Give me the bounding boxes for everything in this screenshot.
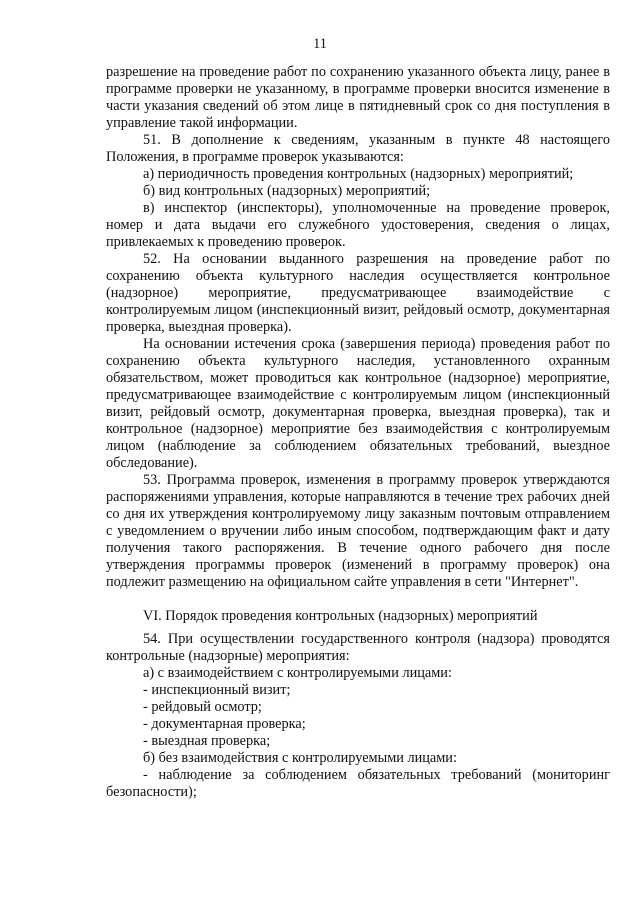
paragraph-53: 53. Программа проверок, изменения в программу проверок утверждаются распоряжениями управления, которые направляются в течение трех рабочих дней со дня их утверждения контролируемому лицу заказным почтовым отправлением с уведомлением о вручении либо иным способом, подтверждающим факт и дату получения такого распоряжения. В течение одного рабочего дня после утверждения программы проверок (изменений в программу проверок) она подлежит размещению на официальном сайте управления в сети "Интернет". (106, 472, 610, 590)
list-item-a-54: а) с взаимодействием с контролируемыми лицами: (143, 665, 452, 681)
list-subitem: - наблюдение за соблюдением обязательных требований (мониторинг безопасности); (106, 767, 610, 800)
list-item-b: б) вид контрольных (надзорных) мероприятий; (143, 183, 431, 199)
page-number: 11 (313, 36, 327, 52)
paragraph-54: 54. При осуществлении государственного контроля (надзора) проводятся контрольные (надзорные) мероприятия: (106, 631, 610, 664)
paragraph-51: 51. В дополнение к сведениям, указанным в пункте 48 настоящего Положения, в программе проверок указываются: (106, 132, 610, 165)
list-item-v: в) инспектор (инспекторы), уполномоченные на проведение проверок, номер и дата выдачи его служебного удостоверения, сведения о лицах, привлекаемых к проведению проверок. (106, 200, 610, 250)
paragraph-52: 52. На основании выданного разрешения на проведение работ по сохранению объекта культурного наследия осуществляется контрольное (надзорное) мероприятие, предусматривающее взаимодействие с контролируемым лицом (инспекционный визит, рейдовый осмотр, документарная проверка, выездная проверка). (106, 251, 610, 335)
list-subitem: - инспекционный визит; (143, 682, 291, 698)
paragraph-continuation: разрешение на проведение работ по сохранению указанного объекта лицу, ранее в программе проверки не указанному, в программе проверки вносится изменение в части указания сведений об этом лице в пятидневный срок со дня поступления в управление такой информации. (106, 64, 610, 131)
list-subitem: - рейдовый осмотр; (143, 699, 262, 715)
paragraph-52-continued: На основании истечения срока (завершения периода) проведения работ по сохранению объекта культурного наследия, установленного охранным обязательством, может проводиться как контрольное (надзорное) мероприятие, предусматривающее взаимодействие с контролируемым лицом (инспекционный визит, рейдовый осмотр, документарная проверка, выездная проверка), так и контрольное (надзорное) мероприятие без взаимодействия с контролируемым лицом (наблюдение за соблюдением обязательных требований, выездное обследование). (106, 336, 610, 471)
list-subitem: - документарная проверка; (143, 716, 306, 732)
list-item-b-54: б) без взаимодействия с контролируемыми лицами: (143, 750, 457, 766)
list-item-a: а) периодичность проведения контрольных (надзорных) мероприятий; (143, 166, 574, 182)
list-subitem: - выездная проверка; (143, 733, 271, 749)
section-heading: VI. Порядок проведения контрольных (надзорных) мероприятий (143, 608, 538, 624)
document-body (106, 64, 610, 801)
